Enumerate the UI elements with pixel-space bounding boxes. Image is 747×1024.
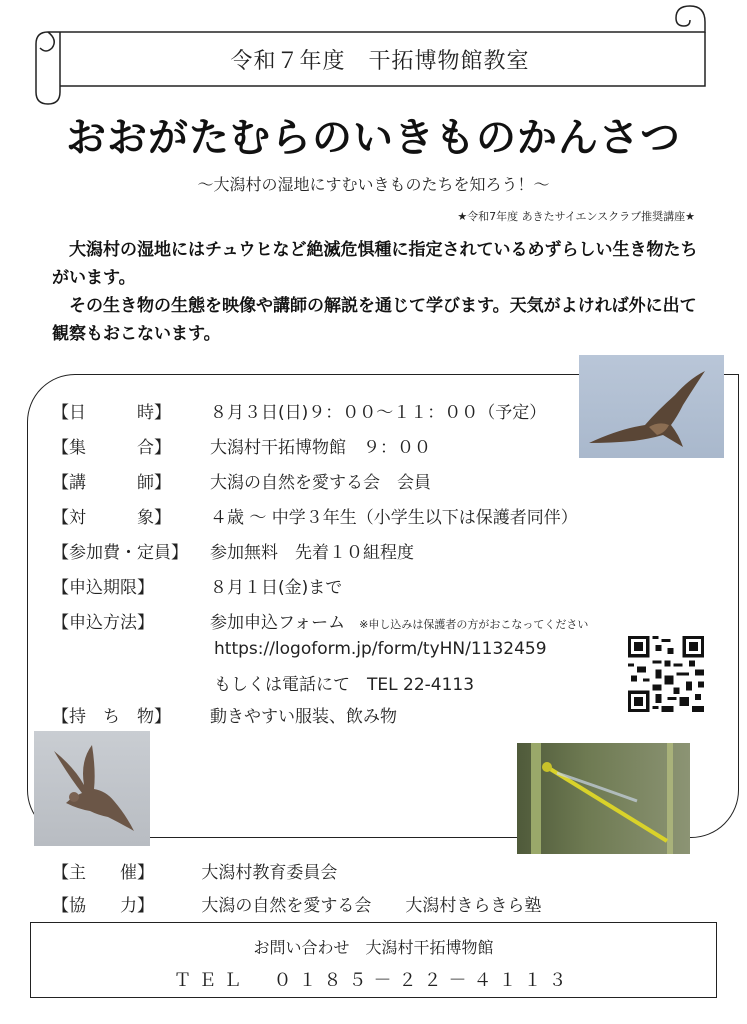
bird-icon <box>34 731 150 846</box>
row-meet <box>52 433 431 458</box>
organizer-value: 大潟村教育委員会 <box>201 863 338 883</box>
bird-flight-icon <box>579 355 724 458</box>
method-note: ※申し込みは保護者の方がおこなってください <box>359 618 589 631</box>
row-fee <box>52 538 414 563</box>
fee-label: 【参加費・定員】 <box>52 543 188 563</box>
contact-box <box>30 922 717 998</box>
lecturer-label: 【講 師】 <box>52 473 171 493</box>
lecturer-value: 大潟の自然を愛する会 会員 <box>210 473 431 493</box>
method-value: 参加申込フォーム <box>210 613 346 633</box>
intro-text <box>52 236 712 348</box>
page-title: おおがたむらのいきものかんさつ <box>66 115 681 161</box>
apply-url-link[interactable]: https://logoform.jp/form/tyHN/1132459 <box>214 639 547 659</box>
row-date <box>52 398 546 423</box>
date-label: 【日 時】 <box>52 403 171 423</box>
row-target <box>52 503 578 528</box>
date-value: ８月３日(日)９：００～１１：００（予定） <box>210 403 547 423</box>
row-cooperation <box>52 891 541 916</box>
apply-phone: もしくは電話にて TEL 22-4113 <box>214 675 475 695</box>
subtitle: ～大潟村の湿地にすむいきものたちを知ろう！～ <box>197 175 550 194</box>
organizer-label: 【主 催】 <box>52 863 154 883</box>
recommend-note: ★令和7年度 あきたサイエンスクラブ推奨講座★ <box>457 210 695 223</box>
cooperation-value: 大潟の自然を愛する会 大潟村きらきら塾 <box>201 896 542 916</box>
row-method <box>52 608 588 633</box>
row-organizer <box>52 858 337 883</box>
intro-paragraph-1: 大潟村の湿地にはチュウヒなど絶滅危惧種に指定されているめずらしい生き物たちがいます。 <box>52 240 698 288</box>
target-value: ４歳 ～ 中学３年生（小学生以下は保護者同伴） <box>210 508 578 528</box>
intro-paragraph-2: その生き物の生態を映像や講師の解説を通じて学びます。天気がよければ外に出て観察もおこないます。 <box>52 296 697 344</box>
qr-code-icon[interactable] <box>628 636 704 712</box>
target-label: 【対 象】 <box>52 508 171 528</box>
contact-title: お問い合わせ 大潟村干拓博物館 <box>253 938 494 957</box>
harrier-photo <box>579 355 724 458</box>
small-bird-photo <box>34 731 150 846</box>
deadline-label: 【申込期限】 <box>52 578 154 598</box>
contact-tel: ＴＥＬ ０１８５－２２－４１１３ <box>173 970 574 991</box>
row-deadline <box>52 573 342 598</box>
banner-title: 令和７年度 干拓博物館教室 <box>230 49 530 74</box>
row-lecturer <box>52 468 431 493</box>
bring-label: 【持 ち 物】 <box>52 707 171 727</box>
row-bring <box>52 702 397 727</box>
damselfly-photo <box>517 743 690 854</box>
method-label: 【申込方法】 <box>52 613 154 633</box>
bring-value: 動きやすい服装、飲み物 <box>210 707 397 727</box>
fee-value: 参加無料 先着１０組程度 <box>210 543 414 563</box>
deadline-value: ８月１日(金)まで <box>210 578 343 598</box>
cooperation-label: 【協 力】 <box>52 896 154 916</box>
meet-value: 大潟村干拓博物館 ９：００ <box>210 438 431 458</box>
meet-label: 【集 合】 <box>52 438 171 458</box>
damselfly-icon <box>517 743 690 854</box>
